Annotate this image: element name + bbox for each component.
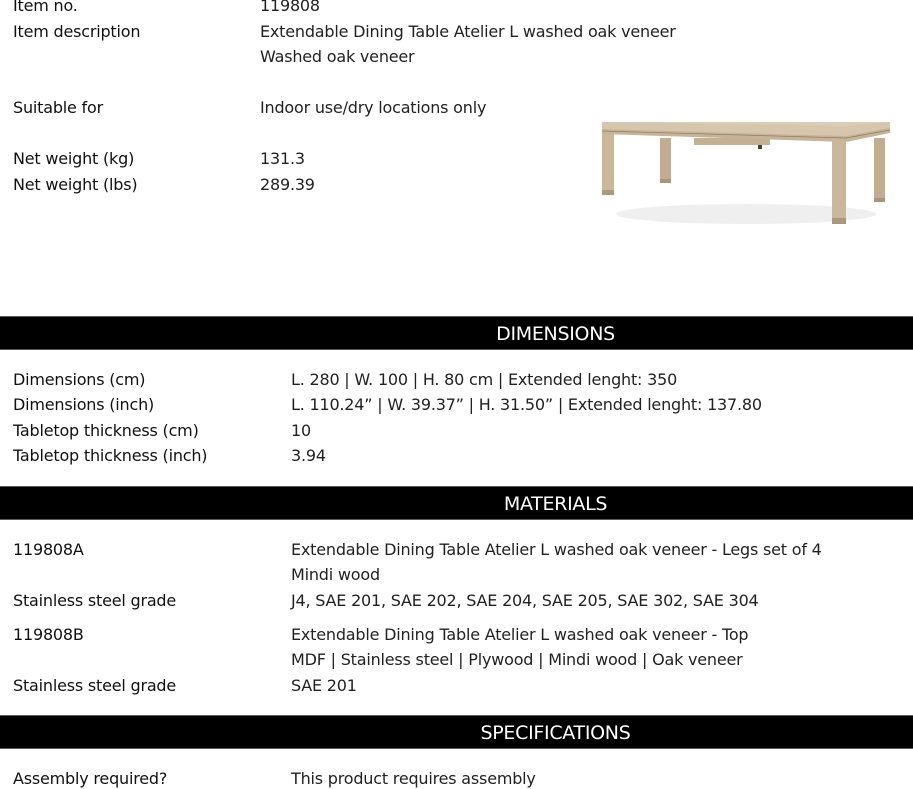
item-no-label: Item no. <box>13 0 78 15</box>
suitable-for-value: Indoor use/dry locations only <box>260 98 487 117</box>
product-image <box>596 116 896 230</box>
net-weight-lbs-label: Net weight (lbs) <box>13 175 138 194</box>
part-119808b-description: Extendable Dining Table Atelier L washed oak veneer - Top <box>291 625 749 644</box>
tabletop-thickness-inch-value: 3.94 <box>291 446 326 465</box>
assembly-required-label: Assembly required? <box>13 769 168 788</box>
part-119808b-label: 119808B <box>13 625 84 644</box>
net-weight-kg-value: 131.3 <box>260 149 305 168</box>
dimensions-inch-value: L. 110.24” | W. 39.37” | H. 31.50” | Extended lenght: 137.80 <box>291 395 762 414</box>
net-weight-lbs-value: 289.39 <box>260 175 315 194</box>
materials-header <box>0 486 913 520</box>
materials-title: MATERIALS <box>503 493 608 515</box>
assembly-required-value: This product requires assembly <box>291 769 536 788</box>
steel-grade-a-value: J4, SAE 201, SAE 202, SAE 204, SAE 205, SAE 302, SAE 304 <box>291 591 759 610</box>
specifications-header <box>0 715 913 749</box>
dimensions-title: DIMENSIONS <box>496 323 615 345</box>
part-119808b-materials: MDF | Stainless steel | Plywood | Mindi wood | Oak veneer <box>291 650 743 669</box>
tabletop-thickness-cm-value: 10 <box>291 421 311 440</box>
item-description-finish: Washed oak veneer <box>260 47 415 66</box>
net-weight-kg-label: Net weight (kg) <box>13 149 135 168</box>
tabletop-thickness-cm-label: Tabletop thickness (cm) <box>13 421 199 440</box>
steel-grade-a-label: Stainless steel grade <box>13 591 177 610</box>
item-description-label: Item description <box>13 22 141 41</box>
suitable-for-label: Suitable for <box>13 98 103 117</box>
dining-table-illustration <box>596 116 896 230</box>
part-119808a-material: Mindi wood <box>291 565 380 584</box>
part-119808a-description: Extendable Dining Table Atelier L washed oak veneer - Legs set of 4 <box>291 540 822 559</box>
specifications-title: SPECIFICATIONS <box>480 722 631 744</box>
dimensions-cm-value: L. 280 | W. 100 | H. 80 cm | Extended lenght: 350 <box>291 370 678 389</box>
item-description-value: Extendable Dining Table Atelier L washed oak veneer <box>260 22 676 41</box>
dimensions-inch-label: Dimensions (inch) <box>13 395 155 414</box>
part-119808a-label: 119808A <box>13 540 84 559</box>
tabletop-thickness-inch-label: Tabletop thickness (inch) <box>13 446 208 465</box>
dimensions-header <box>0 316 913 350</box>
steel-grade-b-value: SAE 201 <box>291 676 357 695</box>
dimensions-cm-label: Dimensions (cm) <box>13 370 146 389</box>
steel-grade-b-label: Stainless steel grade <box>13 676 177 695</box>
item-no-value: 119808 <box>260 0 320 15</box>
